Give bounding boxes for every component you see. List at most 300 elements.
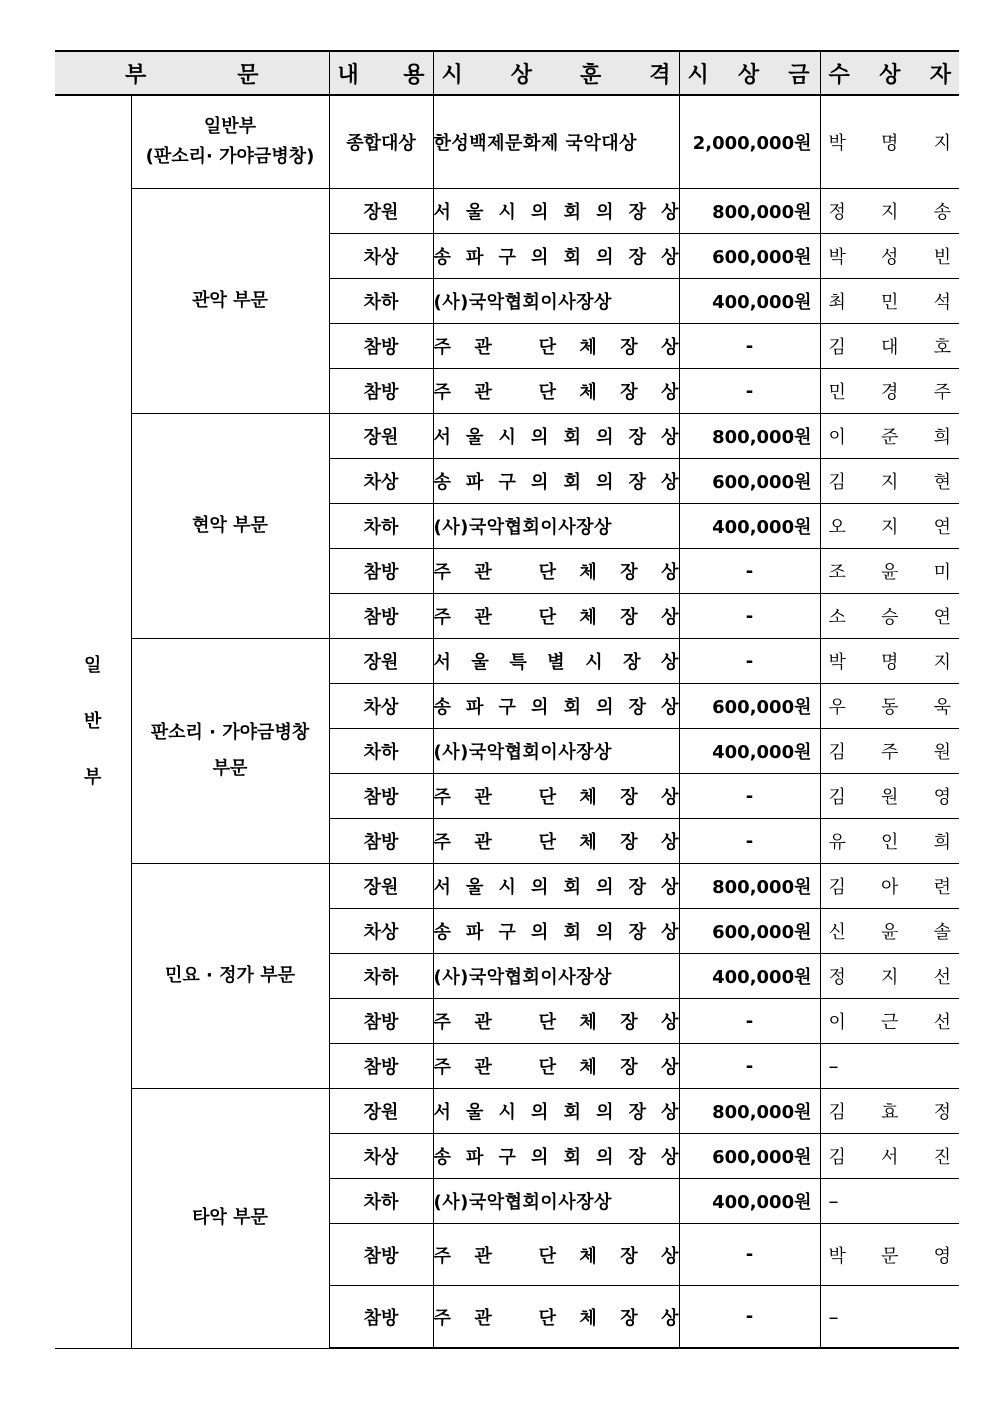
award-title bbox=[433, 189, 679, 234]
award-char: 상 bbox=[661, 562, 679, 583]
award-char: 서 bbox=[433, 877, 451, 898]
award-char: 관 bbox=[474, 832, 492, 853]
award-title-spread bbox=[434, 423, 679, 449]
division-label: 부문 bbox=[212, 758, 248, 779]
header-winner-char: 수 bbox=[828, 62, 850, 88]
award-char: 시 bbox=[585, 652, 603, 673]
award-char: 체 bbox=[579, 607, 597, 628]
award-char: 주 bbox=[433, 787, 451, 808]
grand-division-line2: (판소리· 가야금병창) bbox=[145, 146, 315, 167]
winner-spread bbox=[821, 378, 960, 404]
winner-name bbox=[820, 639, 959, 684]
award-char: 상 bbox=[661, 877, 679, 898]
award-rank: 차상 bbox=[329, 459, 433, 504]
award-char: 파 bbox=[466, 922, 484, 943]
winner-name bbox=[820, 504, 959, 549]
award-char: 회 bbox=[563, 697, 581, 718]
award-title-spread bbox=[434, 648, 679, 674]
award-rank: 차상 bbox=[329, 684, 433, 729]
prize-money: 400,000원 bbox=[679, 1179, 820, 1224]
header-division bbox=[55, 51, 329, 95]
winner-empty: – bbox=[828, 1054, 839, 1078]
award-char: 의 bbox=[531, 427, 549, 448]
award-char: 장 bbox=[628, 202, 646, 223]
award-title bbox=[433, 774, 679, 819]
award-title-text: (사)국악협회이사장상 bbox=[433, 742, 612, 763]
winner-empty: – bbox=[828, 1189, 839, 1213]
award-rank: 장원 bbox=[329, 414, 433, 459]
award-char: 장 bbox=[628, 247, 646, 268]
award-char: 파 bbox=[466, 472, 484, 493]
award-title bbox=[433, 324, 679, 369]
award-rank: 참방 bbox=[329, 774, 433, 819]
winner-spread bbox=[821, 1098, 960, 1124]
division-label: 타악 부문 bbox=[192, 1207, 268, 1229]
header-division-char: 부 bbox=[125, 62, 147, 88]
division-cell bbox=[131, 189, 329, 414]
award-char: 시 bbox=[498, 202, 516, 223]
award-title bbox=[433, 684, 679, 729]
award-char: 상 bbox=[661, 697, 679, 718]
award-char: 의 bbox=[596, 427, 614, 448]
prize-money: - bbox=[679, 1224, 820, 1286]
winner-char: 경 bbox=[881, 382, 899, 403]
award-char: 단 bbox=[538, 1057, 556, 1078]
award-rank: 참방 bbox=[329, 1286, 433, 1349]
winner-spread bbox=[821, 513, 960, 539]
award-char: 상 bbox=[661, 1307, 679, 1329]
grand-winner bbox=[820, 95, 959, 189]
award-char: 송 bbox=[433, 922, 451, 943]
award-char: 회 bbox=[563, 1102, 581, 1123]
award-char: 파 bbox=[466, 697, 484, 718]
award-char: 장 bbox=[620, 832, 638, 853]
winner-name bbox=[820, 999, 959, 1044]
award-title bbox=[433, 594, 679, 639]
award-char: 회 bbox=[563, 247, 581, 268]
winner-char: 김 bbox=[828, 337, 846, 358]
award-char: 단 bbox=[538, 337, 556, 358]
winner-char: 김 bbox=[828, 877, 846, 898]
winner-char: 빈 bbox=[933, 247, 951, 268]
prize-money: - bbox=[679, 639, 820, 684]
winner-spread bbox=[821, 243, 960, 269]
award-title bbox=[433, 1179, 679, 1224]
award-char: 송 bbox=[433, 472, 451, 493]
award-title bbox=[433, 504, 679, 549]
division-cell bbox=[131, 414, 329, 639]
winner-name bbox=[820, 324, 959, 369]
award-char: 상 bbox=[661, 607, 679, 628]
prize-money: - bbox=[679, 324, 820, 369]
winner-char: 연 bbox=[933, 607, 951, 628]
award-char: 서 bbox=[433, 202, 451, 223]
winner-char: 근 bbox=[881, 1012, 899, 1033]
winner-name bbox=[820, 1179, 959, 1224]
award-char: 의 bbox=[596, 1147, 614, 1168]
award-char: 의 bbox=[531, 922, 549, 943]
award-char: 장 bbox=[620, 337, 638, 358]
award-title-spread bbox=[434, 828, 679, 854]
header-award-char: 훈 bbox=[579, 62, 602, 88]
award-rank: 차하 bbox=[329, 954, 433, 999]
award-char: 관 bbox=[474, 337, 492, 358]
award-char: 관 bbox=[474, 382, 492, 403]
winner-char: 명 bbox=[881, 652, 899, 673]
winner-spread bbox=[821, 1242, 960, 1268]
award-char: 구 bbox=[498, 922, 516, 943]
award-char: 단 bbox=[538, 787, 556, 808]
winner-char: 현 bbox=[933, 472, 951, 493]
award-char: 회 bbox=[563, 472, 581, 493]
prize-money: 800,000원 bbox=[679, 864, 820, 909]
award-char: 회 bbox=[563, 202, 581, 223]
prize-money: 400,000원 bbox=[679, 279, 820, 324]
award-title bbox=[433, 234, 679, 279]
winner-char: 효 bbox=[881, 1102, 899, 1123]
winner-name bbox=[820, 909, 959, 954]
winner-char: 박 bbox=[828, 133, 846, 154]
winner-char: 민 bbox=[881, 292, 899, 313]
winner-spread bbox=[821, 963, 960, 989]
award-rank: 참방 bbox=[329, 819, 433, 864]
award-char: 단 bbox=[538, 607, 556, 628]
award-char: 관 bbox=[474, 562, 492, 583]
award-title-spread bbox=[434, 468, 679, 494]
award-char: 주 bbox=[433, 1012, 451, 1033]
header-award-char: 시 bbox=[441, 62, 463, 88]
award-char: 상 bbox=[661, 1245, 679, 1267]
award-char: 장 bbox=[628, 472, 646, 493]
winner-name bbox=[820, 594, 959, 639]
award-rank: 참방 bbox=[329, 549, 433, 594]
award-title-spread bbox=[434, 333, 679, 359]
winner-spread bbox=[821, 828, 960, 854]
award-char: 관 bbox=[474, 1307, 492, 1329]
winner-char: 준 bbox=[881, 427, 899, 448]
winner-spread bbox=[821, 288, 960, 314]
winner-char: 아 bbox=[881, 877, 899, 898]
prize-money: - bbox=[679, 999, 820, 1044]
award-char: 구 bbox=[498, 697, 516, 718]
winner-name bbox=[820, 279, 959, 324]
winner-char: 원 bbox=[881, 787, 899, 808]
award-char: 주 bbox=[433, 832, 451, 853]
award-title bbox=[433, 549, 679, 594]
prize-money: - bbox=[679, 1044, 820, 1089]
award-char: 장 bbox=[620, 787, 638, 808]
winner-name bbox=[820, 1286, 959, 1349]
winner-spread bbox=[821, 918, 960, 944]
winner-char: 승 bbox=[881, 607, 899, 628]
award-char: 상 bbox=[661, 1012, 679, 1033]
award-char: 구 bbox=[498, 1147, 516, 1168]
award-char: 송 bbox=[433, 697, 451, 718]
division-cell bbox=[131, 639, 329, 864]
award-char: 상 bbox=[661, 832, 679, 853]
header-prize-char: 금 bbox=[788, 62, 810, 88]
award-rank: 참방 bbox=[329, 1044, 433, 1089]
award-char: 시 bbox=[498, 877, 516, 898]
award-title bbox=[433, 999, 679, 1044]
winner-char: 박 bbox=[828, 247, 846, 268]
award-char: 상 bbox=[661, 202, 679, 223]
winner-char: 영 bbox=[933, 1245, 951, 1267]
winner-char: 진 bbox=[933, 1147, 951, 1168]
winner-spread bbox=[821, 333, 960, 359]
award-rank: 장원 bbox=[329, 189, 433, 234]
winner-char: 소 bbox=[828, 607, 846, 628]
prize-money: - bbox=[679, 549, 820, 594]
prize-money: - bbox=[679, 369, 820, 414]
award-char: 송 bbox=[433, 247, 451, 268]
winner-char: 김 bbox=[828, 787, 846, 808]
winner-char: 조 bbox=[828, 562, 846, 583]
award-char: 상 bbox=[661, 382, 679, 403]
division-label: 민요 · 정가 부문 bbox=[165, 965, 295, 986]
award-char: 주 bbox=[433, 562, 451, 583]
winner-char: 박 bbox=[828, 652, 846, 673]
winner-char: 지 bbox=[881, 202, 899, 223]
award-title bbox=[433, 909, 679, 954]
award-char: 의 bbox=[531, 202, 549, 223]
award-char: 의 bbox=[596, 202, 614, 223]
award-title bbox=[433, 1224, 679, 1286]
award-row bbox=[55, 1089, 959, 1134]
winner-char: 유 bbox=[828, 832, 846, 853]
winner-spread bbox=[821, 1143, 960, 1169]
grand-prize-row bbox=[55, 95, 959, 189]
award-title-spread bbox=[434, 603, 679, 629]
award-title bbox=[433, 729, 679, 774]
prize-money: 800,000원 bbox=[679, 414, 820, 459]
winner-spread bbox=[821, 648, 960, 674]
prize-money: 800,000원 bbox=[679, 1089, 820, 1134]
award-char: 의 bbox=[531, 472, 549, 493]
award-title-spread bbox=[434, 378, 679, 404]
award-char: 체 bbox=[579, 1307, 597, 1329]
division-label: 판소리 · 가야금병창 bbox=[150, 722, 310, 743]
winner-char: 희 bbox=[933, 832, 951, 853]
header-content-char: 내 bbox=[337, 62, 359, 88]
award-char: 주 bbox=[433, 1057, 451, 1078]
winner-name bbox=[820, 864, 959, 909]
award-char: 주 bbox=[433, 337, 451, 358]
winner-char: 서 bbox=[881, 1147, 899, 1168]
prize-money: 400,000원 bbox=[679, 954, 820, 999]
award-char: 장 bbox=[628, 877, 646, 898]
winner-name bbox=[820, 729, 959, 774]
award-char: 체 bbox=[579, 337, 597, 358]
award-char: 의 bbox=[596, 922, 614, 943]
award-rank: 차하 bbox=[329, 279, 433, 324]
award-char: 의 bbox=[531, 697, 549, 718]
prize-money: - bbox=[679, 819, 820, 864]
section-char: 일 bbox=[84, 654, 102, 676]
award-title bbox=[433, 864, 679, 909]
winner-char: 지 bbox=[933, 652, 951, 673]
award-char: 장 bbox=[628, 697, 646, 718]
division-label: 현악 부문 bbox=[192, 515, 268, 536]
winner-char: 정 bbox=[828, 202, 846, 223]
award-char: 장 bbox=[620, 1307, 638, 1329]
division-cell bbox=[131, 864, 329, 1089]
winner-spread bbox=[821, 423, 960, 449]
winner-name bbox=[820, 1134, 959, 1179]
winner-name bbox=[820, 234, 959, 279]
award-char: 파 bbox=[466, 1147, 484, 1168]
prize-money: 600,000원 bbox=[679, 1134, 820, 1179]
division-label: 관악 부문 bbox=[192, 290, 268, 311]
award-title bbox=[433, 819, 679, 864]
winner-char: 대 bbox=[881, 337, 899, 358]
section-label-general bbox=[55, 95, 131, 1348]
award-char: 단 bbox=[538, 562, 556, 583]
award-char: 주 bbox=[433, 1245, 451, 1267]
award-char: 의 bbox=[596, 247, 614, 268]
award-title bbox=[433, 369, 679, 414]
grand-content: 종합대상 bbox=[329, 95, 433, 189]
award-rank: 참방 bbox=[329, 999, 433, 1044]
award-char: 상 bbox=[661, 652, 679, 673]
award-row bbox=[55, 639, 959, 684]
award-char: 시 bbox=[498, 427, 516, 448]
award-title-spread bbox=[434, 1053, 679, 1079]
winner-char: 윤 bbox=[881, 922, 899, 943]
award-char: 장 bbox=[620, 607, 638, 628]
grand-award-text: 한성백제문화제 국악대상 bbox=[433, 133, 638, 154]
header-content-char: 용 bbox=[403, 62, 425, 88]
award-char: 장 bbox=[623, 652, 641, 673]
winner-spread bbox=[821, 603, 960, 629]
winner-char: 최 bbox=[828, 292, 846, 313]
award-char: 장 bbox=[620, 562, 638, 583]
winner-name bbox=[820, 1044, 959, 1089]
winner-char: 송 bbox=[933, 202, 951, 223]
award-char: 관 bbox=[474, 607, 492, 628]
header-row bbox=[55, 51, 959, 95]
prize-money: 800,000원 bbox=[679, 189, 820, 234]
winner-char: 호 bbox=[933, 337, 951, 358]
header-winner-char: 상 bbox=[879, 62, 901, 88]
award-char: 장 bbox=[620, 1012, 638, 1033]
winner-char: 박 bbox=[828, 1245, 846, 1267]
award-rank: 참방 bbox=[329, 369, 433, 414]
award-row bbox=[55, 864, 959, 909]
winner-spread bbox=[821, 558, 960, 584]
award-rank: 참방 bbox=[329, 324, 433, 369]
winner-char: 정 bbox=[828, 967, 846, 988]
award-char: 주 bbox=[433, 382, 451, 403]
prize-money: - bbox=[679, 774, 820, 819]
header-division-char: 문 bbox=[237, 62, 259, 88]
award-rank: 참방 bbox=[329, 594, 433, 639]
winner-char: 지 bbox=[881, 967, 899, 988]
winner-char: 인 bbox=[881, 832, 899, 853]
award-char: 회 bbox=[563, 877, 581, 898]
winner-char: 욱 bbox=[933, 697, 951, 718]
award-rank: 차하 bbox=[329, 1179, 433, 1224]
award-char: 상 bbox=[661, 472, 679, 493]
award-char: 장 bbox=[628, 1147, 646, 1168]
section-char: 반 bbox=[84, 710, 102, 732]
winner-spread bbox=[821, 1008, 960, 1034]
award-char: 상 bbox=[661, 427, 679, 448]
award-char: 상 bbox=[661, 1057, 679, 1078]
prize-money: 600,000원 bbox=[679, 909, 820, 954]
award-char: 구 bbox=[498, 472, 516, 493]
winner-char: 주 bbox=[933, 382, 951, 403]
award-char: 울 bbox=[466, 1102, 484, 1123]
award-char: 서 bbox=[433, 1102, 451, 1123]
award-char: 장 bbox=[620, 1057, 638, 1078]
award-rank: 차하 bbox=[329, 729, 433, 774]
division-cell bbox=[131, 1089, 329, 1349]
award-char: 파 bbox=[466, 247, 484, 268]
award-char: 의 bbox=[596, 472, 614, 493]
winner-spread bbox=[821, 873, 960, 899]
winner-char: 선 bbox=[933, 967, 951, 988]
award-char: 체 bbox=[579, 1245, 597, 1267]
winner-char: 동 bbox=[881, 697, 899, 718]
award-title-spread bbox=[434, 873, 679, 899]
winner-name bbox=[820, 819, 959, 864]
award-title bbox=[433, 459, 679, 504]
winner-char: 지 bbox=[933, 133, 951, 154]
winner-spread bbox=[821, 783, 960, 809]
winner-spread bbox=[821, 468, 960, 494]
award-title-text: (사)국악협회이사장상 bbox=[433, 967, 612, 988]
award-title-spread bbox=[434, 1098, 679, 1124]
award-char: 관 bbox=[474, 787, 492, 808]
header-award-char: 상 bbox=[510, 62, 532, 88]
award-rank: 장원 bbox=[329, 1089, 433, 1134]
grand-prize: 2,000,000원 bbox=[679, 95, 820, 189]
winner-char: 김 bbox=[828, 1102, 846, 1123]
winner-char: 주 bbox=[881, 742, 899, 763]
winner-char: 김 bbox=[828, 472, 846, 493]
winner-name bbox=[820, 684, 959, 729]
award-char: 관 bbox=[474, 1012, 492, 1033]
winner-name bbox=[820, 369, 959, 414]
winner-name bbox=[820, 549, 959, 594]
award-char: 의 bbox=[596, 877, 614, 898]
winner-char: 이 bbox=[828, 427, 846, 448]
winner-char: 민 bbox=[828, 382, 846, 403]
award-char: 상 bbox=[661, 1102, 679, 1123]
prize-money: - bbox=[679, 1286, 820, 1349]
award-title bbox=[433, 279, 679, 324]
award-char: 체 bbox=[579, 562, 597, 583]
header-prize-char: 상 bbox=[737, 62, 760, 88]
award-char: 상 bbox=[661, 922, 679, 943]
award-title bbox=[433, 1286, 679, 1349]
prize-money: 600,000원 bbox=[679, 684, 820, 729]
header-prize bbox=[679, 51, 820, 95]
grand-award bbox=[433, 95, 679, 189]
winner-spread bbox=[821, 738, 960, 764]
winner-name bbox=[820, 1089, 959, 1134]
award-title bbox=[433, 1134, 679, 1179]
winner-char: 오 bbox=[828, 517, 846, 538]
winner-name bbox=[820, 414, 959, 459]
award-char: 관 bbox=[474, 1057, 492, 1078]
award-char: 의 bbox=[596, 1102, 614, 1123]
award-title bbox=[433, 1089, 679, 1134]
award-char: 의 bbox=[531, 1102, 549, 1123]
award-title-spread bbox=[434, 1304, 679, 1330]
award-char: 체 bbox=[579, 1012, 597, 1033]
